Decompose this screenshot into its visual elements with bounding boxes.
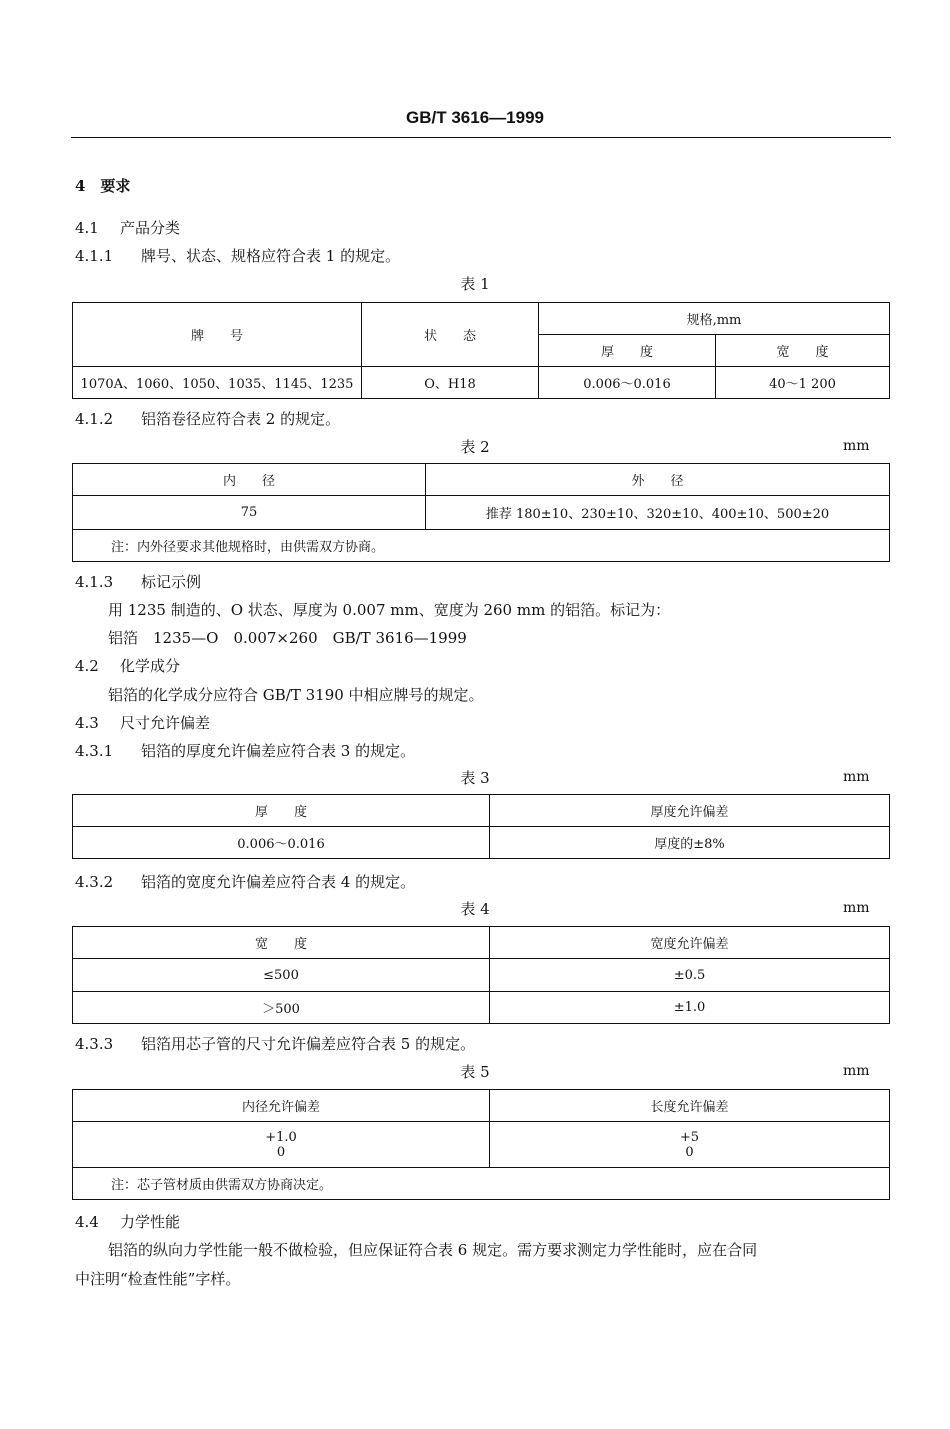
section-number: 4.1 xyxy=(75,219,99,237)
section-4-1-heading xyxy=(75,217,180,238)
th-width: 宽 度 xyxy=(73,927,490,959)
table5-caption: 表 5 xyxy=(460,1063,490,1081)
marking-example: 铝箔 1235—O 0.007×260 GB/T 3616—1999 xyxy=(108,629,467,647)
length-lower-deviation: 0 xyxy=(685,1144,694,1160)
section-number: 4.2 xyxy=(75,657,99,675)
table4-unit: mm xyxy=(843,900,870,916)
cell-tolerance: 厚度的±8% xyxy=(490,827,890,859)
inner-lower-deviation: 0 xyxy=(276,1144,286,1160)
section-title: 产品分类 xyxy=(120,219,181,237)
th-thickness: 厚 度 xyxy=(73,795,490,827)
section-title: 化学成分 xyxy=(120,657,181,675)
table-row xyxy=(73,992,890,1024)
table5-note: 注：芯子管材质由供需双方协商决定。 xyxy=(73,1168,890,1200)
section-4-3-1 xyxy=(75,740,415,761)
table-row xyxy=(73,1122,890,1168)
section-title: 尺寸允许偏差 xyxy=(120,714,211,732)
cell-inner: 75 xyxy=(73,496,426,530)
section-text: 铝箔的厚度允许偏差应符合表 3 的规定。 xyxy=(141,742,416,760)
table-1 xyxy=(72,302,890,399)
section-number: 4.3.3 xyxy=(75,1035,114,1053)
table-2 xyxy=(72,463,890,562)
table-row xyxy=(73,367,890,399)
mechanical-properties-text-2: 中注明“检查性能”字样。 xyxy=(75,1270,241,1288)
section-number: 4.3.2 xyxy=(75,873,114,891)
section-number: 4.3 xyxy=(75,714,99,732)
table-row xyxy=(73,959,890,992)
section-text: 铝箔用芯子管的尺寸允许偏差应符合表 5 的规定。 xyxy=(141,1035,476,1053)
mechanical-properties-text-1: 铝箔的纵向力学性能一般不做检验，但应保证符合表 6 规定。需方要求测定力学性能时，应在合同 xyxy=(108,1241,758,1259)
table-3 xyxy=(72,794,890,859)
table2-caption: 表 2 xyxy=(460,438,490,456)
cell-width: ＞500 xyxy=(73,992,490,1024)
table-4 xyxy=(72,926,890,1024)
section-4-heading: 4 要求 xyxy=(75,177,131,195)
table5-unit: mm xyxy=(843,1063,870,1079)
cell-tolerance: ±0.5 xyxy=(490,959,890,992)
length-upper-deviation: +5 xyxy=(679,1129,700,1145)
section-text: 牌号、状态、规格应符合表 1 的规定。 xyxy=(141,247,401,265)
section-text: 铝箔的宽度允许偏差应符合表 4 的规定。 xyxy=(141,873,416,891)
section-4-3-heading xyxy=(75,712,210,733)
section-title: 标记示例 xyxy=(141,573,202,591)
section-number: 4.4 xyxy=(75,1213,99,1231)
section-4-4-heading xyxy=(75,1211,180,1232)
table-5 xyxy=(72,1089,890,1200)
cell-outer: 推荐 180±10、230±10、320±10、400±10、500±20 xyxy=(426,496,890,530)
section-4-3-3 xyxy=(75,1033,475,1054)
table3-caption: 表 3 xyxy=(460,769,490,787)
th-spec: 规格,mm xyxy=(539,303,890,335)
section-title: 力学性能 xyxy=(120,1213,181,1231)
header-rule xyxy=(71,137,891,138)
section-number: 4.1.1 xyxy=(75,247,114,265)
th-inner-diameter: 内 径 xyxy=(73,464,426,496)
th-width-tolerance: 宽度允许偏差 xyxy=(490,927,890,959)
table-row xyxy=(73,496,890,530)
section-4-1-1 xyxy=(75,245,400,266)
section-number: 4.3.1 xyxy=(75,742,114,760)
section-number: 4.1.2 xyxy=(75,410,114,428)
section-4-1-3-heading xyxy=(75,571,201,592)
section-4-2-heading xyxy=(75,655,180,676)
marking-example-description: 用 1235 制造的、O 状态、厚度为 0.007 mm、宽度为 260 mm 的铝箔。标记为： xyxy=(108,601,671,619)
th-state: 状 态 xyxy=(362,303,539,367)
section-number: 4.1.3 xyxy=(75,573,114,591)
table2-unit: mm xyxy=(843,438,870,454)
cell-thickness: 0.006～0.016 xyxy=(539,367,716,399)
th-length-tolerance: 长度允许偏差 xyxy=(490,1090,890,1122)
th-inner-tolerance: 内径允许偏差 xyxy=(73,1090,490,1122)
section-4-1-2 xyxy=(75,408,340,429)
table2-note: 注：内外径要求其他规格时，由供需双方协商。 xyxy=(73,530,890,562)
cell-tolerance: ±1.0 xyxy=(490,992,890,1024)
th-thickness: 厚 度 xyxy=(539,335,716,367)
inner-upper-deviation: +1.0 xyxy=(265,1129,297,1145)
th-thickness-tolerance: 厚度允许偏差 xyxy=(490,795,890,827)
table4-caption: 表 4 xyxy=(460,900,490,918)
cell-width: ≤500 xyxy=(73,959,490,992)
cell-length-tolerance xyxy=(490,1122,890,1168)
standard-number: GB/T 3616—1999 xyxy=(406,108,544,127)
th-width: 宽 度 xyxy=(716,335,890,367)
th-grade: 牌 号 xyxy=(73,303,362,367)
table1-caption: 表 1 xyxy=(460,275,490,293)
table-row xyxy=(73,827,890,859)
table3-unit: mm xyxy=(843,769,870,785)
cell-state: O、H18 xyxy=(362,367,539,399)
th-outer-diameter: 外 径 xyxy=(426,464,890,496)
chemical-composition-text: 铝箔的化学成分应符合 GB/T 3190 中相应牌号的规定。 xyxy=(108,686,484,704)
section-4-3-2 xyxy=(75,871,415,892)
cell-grade: 1070A、1060、1050、1035、1145、1235 xyxy=(73,367,362,399)
section-text: 铝箔卷径应符合表 2 的规定。 xyxy=(141,410,341,428)
cell-inner-tolerance xyxy=(73,1122,490,1168)
cell-width: 40～1 200 xyxy=(716,367,890,399)
cell-thickness: 0.006～0.016 xyxy=(73,827,490,859)
